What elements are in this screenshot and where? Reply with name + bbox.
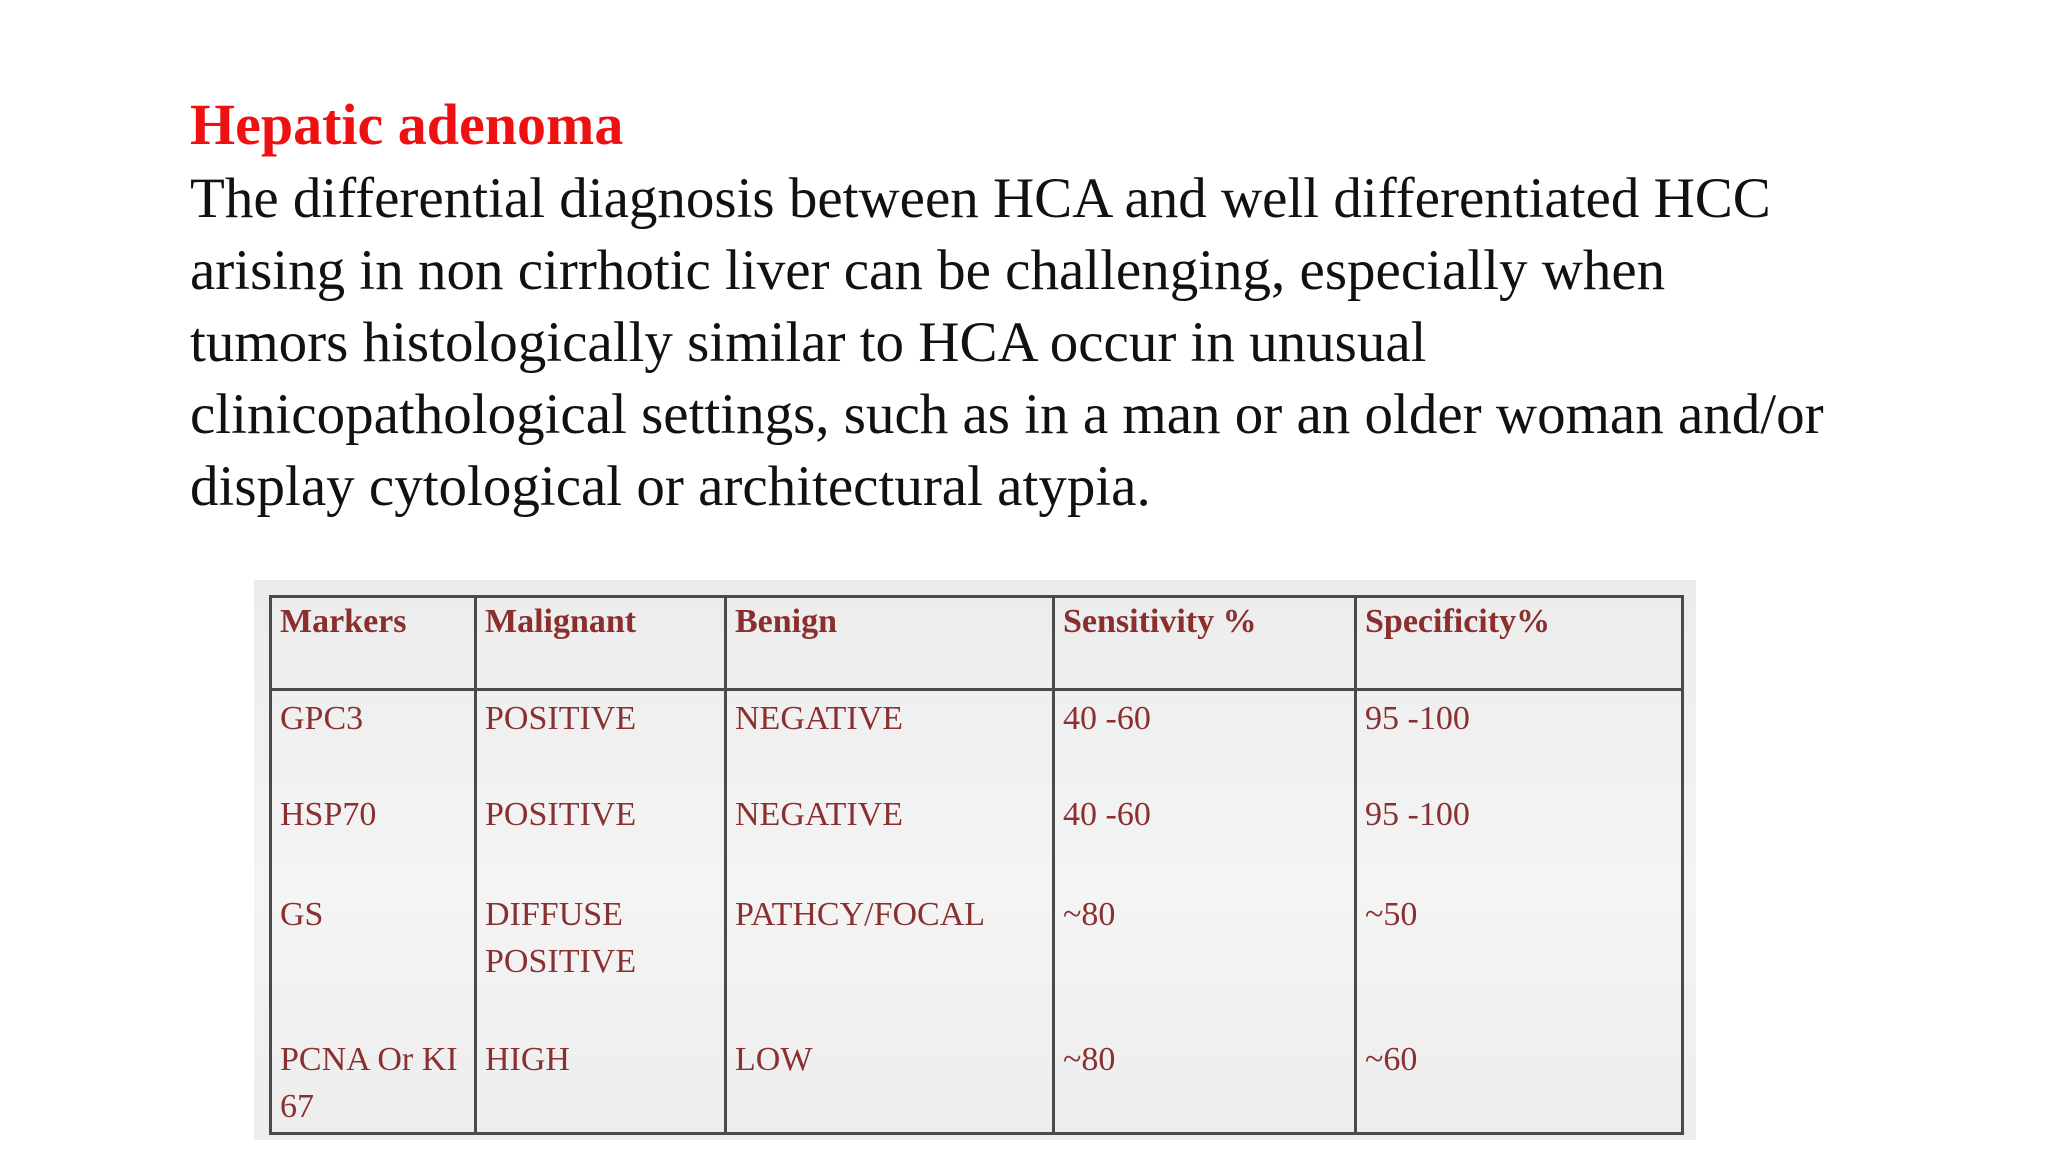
slide-body — [190, 163, 1990, 523]
body-line: tumors histologically similar to HCA occur in unusual — [190, 311, 1427, 374]
cell-marker: HSP70 — [271, 787, 476, 887]
cell-sensitivity: 40 -60 — [1054, 690, 1356, 788]
cell-specificity: ~60 — [1356, 1032, 1683, 1134]
table-row — [271, 787, 1683, 887]
table-row — [271, 690, 1683, 788]
slide-title: Hepatic adenoma — [190, 92, 624, 157]
cell-benign: NEGATIVE — [726, 787, 1054, 887]
marker-table-image — [254, 580, 1696, 1140]
cell-specificity: ~50 — [1356, 887, 1683, 1032]
cell-marker: PCNA Or KI 67 — [271, 1032, 476, 1134]
header-markers: Markers — [271, 597, 476, 690]
body-line: display cytological or architectural atypia. — [190, 455, 1151, 518]
header-malignant: Malignant — [476, 597, 726, 690]
body-line: clinicopathological settings, such as in a man or an older woman and/or — [190, 383, 1824, 446]
cell-malignant: POSITIVE — [476, 690, 726, 788]
cell-sensitivity: ~80 — [1054, 887, 1356, 1032]
cell-malignant: HIGH — [476, 1032, 726, 1134]
table-header-row — [271, 597, 1683, 690]
cell-specificity: 95 -100 — [1356, 690, 1683, 788]
marker-table — [269, 595, 1684, 1135]
table-row — [271, 887, 1683, 1032]
cell-benign: NEGATIVE — [726, 690, 1054, 788]
header-benign: Benign — [726, 597, 1054, 690]
cell-sensitivity: 40 -60 — [1054, 787, 1356, 887]
body-line: arising in non cirrhotic liver can be challenging, especially when — [190, 239, 1666, 302]
cell-benign: PATHCY/FOCAL — [726, 887, 1054, 1032]
body-line: The differential diagnosis between HCA and well differentiated HCC — [190, 167, 1771, 230]
cell-malignant: POSITIVE — [476, 787, 726, 887]
cell-benign: LOW — [726, 1032, 1054, 1134]
header-specificity: Specificity% — [1356, 597, 1683, 690]
cell-malignant: DIFFUSE POSITIVE — [476, 887, 726, 1032]
cell-marker: GPC3 — [271, 690, 476, 788]
cell-sensitivity: ~80 — [1054, 1032, 1356, 1134]
cell-marker: GS — [271, 887, 476, 1032]
header-sensitivity: Sensitivity % — [1054, 597, 1356, 690]
table-row — [271, 1032, 1683, 1134]
cell-specificity: 95 -100 — [1356, 787, 1683, 887]
